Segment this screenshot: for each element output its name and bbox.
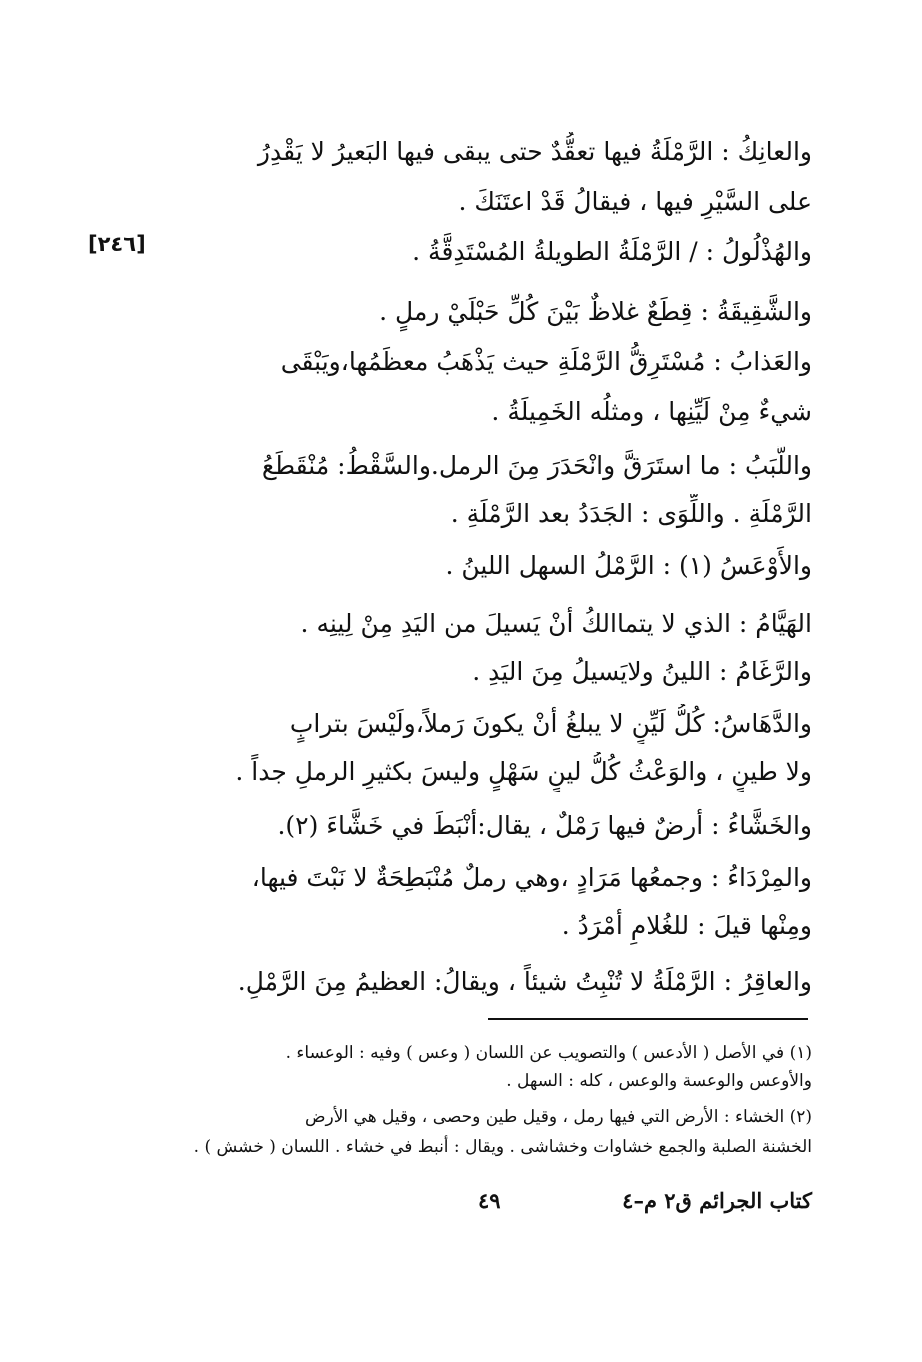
body-line: الهَيَّامُ : الذي لا يتماالكُ أنْ يَسيلَ من اليَدِ مِنْ لِينِه . (300, 609, 812, 638)
body-line: والخَشَّاءُ : أرضٌ فيها رَمْلٌ ، يقال:أنْبَطَ في خَشَّاءَ (٢). (277, 811, 812, 840)
body-line: والرَّغَامُ : اللينُ ولايَسيلُ مِنَ اليَدِ . (472, 657, 812, 686)
footnote-line: والأوعس والوعسة والوعس ، كله : السهل . (506, 1071, 812, 1091)
body-line: شيءٌ مِنْ لَيِّنِها ، ومثلُه الخَمِيلَةُ . (491, 397, 812, 426)
body-line: واللَّبَبُ : ما استَرَقَّ وانْحَدَرَ مِنَ الرمل.والسَّقْطُ: مُنْقَطَعُ (261, 451, 812, 480)
footnote-line: (١) في الأصل ( الأدعس ) والتصويب عن اللسان ( وعس ) وفيه : الوعساء . (285, 1043, 812, 1063)
body-line: والأَوْعَسُ (١) : الرَّمْلُ السهل اللينُ . (445, 551, 812, 580)
body-line: والهُذْلُولُ : / الرَّمْلَةُ الطويلةُ المُسْتَدِقَّةُ . (412, 237, 812, 266)
page-number: ٤٩ (478, 1188, 501, 1213)
running-footer-title: كتاب الجرائم ق٢ م–٤ (622, 1188, 812, 1213)
body-line: والعَذابُ : مُسْتَرِقُّ الرَّمْلَةِ حيث يَذْهَبُ معظَمُها،ويَبْقَى (280, 347, 812, 376)
margin-page-reference: [٢٤٦] (88, 232, 146, 256)
body-line: والعاقِرُ : الرَّمْلَةُ لا تُنْبِتُ شيئاً ، ويقالُ: العظيمُ مِنَ الرَّمْلِ. (237, 967, 812, 996)
body-line: الرَّمْلَةِ . واللِّوَى : الجَدَدُ بعد الرَّمْلَةِ . (450, 499, 812, 528)
footnote-line: الخشنة الصلبة والجمع خشاوات وخشاشى . ويقال : أنبط في خشاء . اللسان ( خشش ) . (193, 1137, 812, 1157)
body-line: والمِرْدَاءُ : وجمعُها مَرَادٍ ،وهي رملٌ مُنْبَطِحَةٌ لا نَبْتَ فيها، (251, 863, 812, 892)
body-line: على السَّيْرِ فيها ، فيقالُ قَدْ اعتَنَكَ . (458, 187, 812, 216)
footnote-separator (488, 1018, 808, 1020)
body-line: والشَّقِيقَةُ : قِطَعٌ غلاظٌ بَيْنَ كُلِّ حَبْلَيْ رملٍ . (379, 297, 812, 326)
body-line: والعانِكُ : الرَّمْلَةُ فيها تعقُّدٌ حتى يبقى فيها البَعيرُ لا يَقْدِرُ (257, 137, 812, 166)
body-line: والدَّهَاسُ: كُلُّ لَيِّنٍ لا يبلغُ أنْ يكونَ رَملاً،ولَيْسَ بترابٍ (289, 709, 812, 738)
footnote-line: (٢) الخشاء : الأرض التي فيها رمل ، وقيل طين وحصى ، وقيل هي الأرض (304, 1107, 812, 1127)
body-line: ومِنْها قيلَ : للغُلامِ أمْرَدُ . (561, 911, 812, 940)
body-line: ولا طينٍ ، والوَعْثُ كُلُّ لينٍ سَهْلٍ وليسَ بكثيرِ الرملِ جداً . (235, 757, 812, 786)
